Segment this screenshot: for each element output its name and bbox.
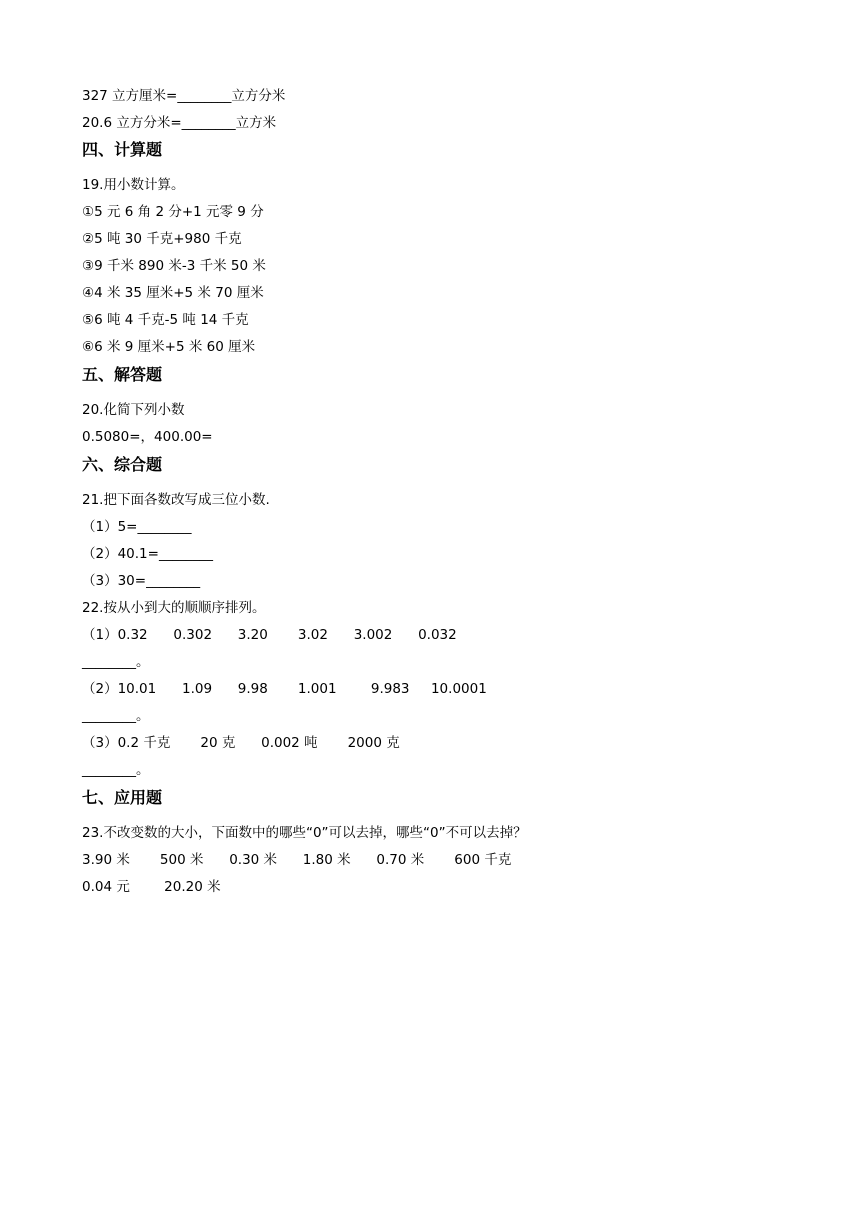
question-22-title: 22.按从小到大的顺顺序排列。 (82, 600, 266, 616)
question-23-line-2: 0.04 元 20.20 米 (82, 879, 221, 895)
section-heading-calculation: 四、计算题 (82, 140, 163, 159)
question-21-title: 21.把下面各数改写成三位小数. (82, 492, 270, 508)
section-heading-answer: 五、解答题 (82, 365, 163, 384)
question-22-answer-2: ________。 (82, 708, 150, 724)
question-21-item-2: （2）40.1=________ (82, 546, 213, 562)
section-heading-comprehensive: 六、综合题 (82, 455, 163, 474)
question-20-line: 0.5080=，400.00= (82, 429, 213, 445)
question-22-item-3: （3）0.2 千克 20 克 0.002 吨 2000 克 (82, 735, 400, 751)
fill-line-cubic-cm: 327 立方厘米=________立方分米 (82, 88, 286, 104)
question-19-item-6: ⑥6 米 9 厘米+5 米 60 厘米 (82, 339, 256, 355)
question-20-title: 20.化简下列小数 (82, 402, 185, 418)
question-21-item-3: （3）30=________ (82, 573, 201, 589)
question-19-title: 19.用小数计算。 (82, 177, 185, 193)
question-22-answer-3: ________。 (82, 762, 150, 778)
question-23-title: 23.不改变数的大小，下面数中的哪些“0”可以去掉，哪些“0”不可以去掉？ (82, 825, 527, 841)
fill-line-cubic-dm: 20.6 立方分米=________立方米 (82, 115, 277, 131)
question-21-item-1: （1）5=________ (82, 519, 192, 535)
section-heading-application: 七、应用题 (82, 788, 163, 807)
question-19-item-4: ④4 米 35 厘米+5 米 70 厘米 (82, 285, 264, 301)
question-22-answer-1: ________。 (82, 654, 150, 670)
question-19-item-3: ③9 千米 890 米-3 千米 50 米 (82, 258, 266, 274)
question-23-line-1: 3.90 米 500 米 0.30 米 1.80 米 0.70 米 600 千克 (82, 852, 512, 868)
question-22-item-1: （1）0.32 0.302 3.20 3.02 3.002 0.032 (82, 627, 457, 643)
question-19-item-1: ①5 元 6 角 2 分+1 元零 9 分 (82, 204, 264, 220)
question-22-item-2: （2）10.01 1.09 9.98 1.001 9.983 10.0001 (82, 681, 487, 697)
question-19-item-5: ⑤6 吨 4 千克-5 吨 14 千克 (82, 312, 249, 328)
question-19-item-2: ②5 吨 30 千克+980 千克 (82, 231, 242, 247)
